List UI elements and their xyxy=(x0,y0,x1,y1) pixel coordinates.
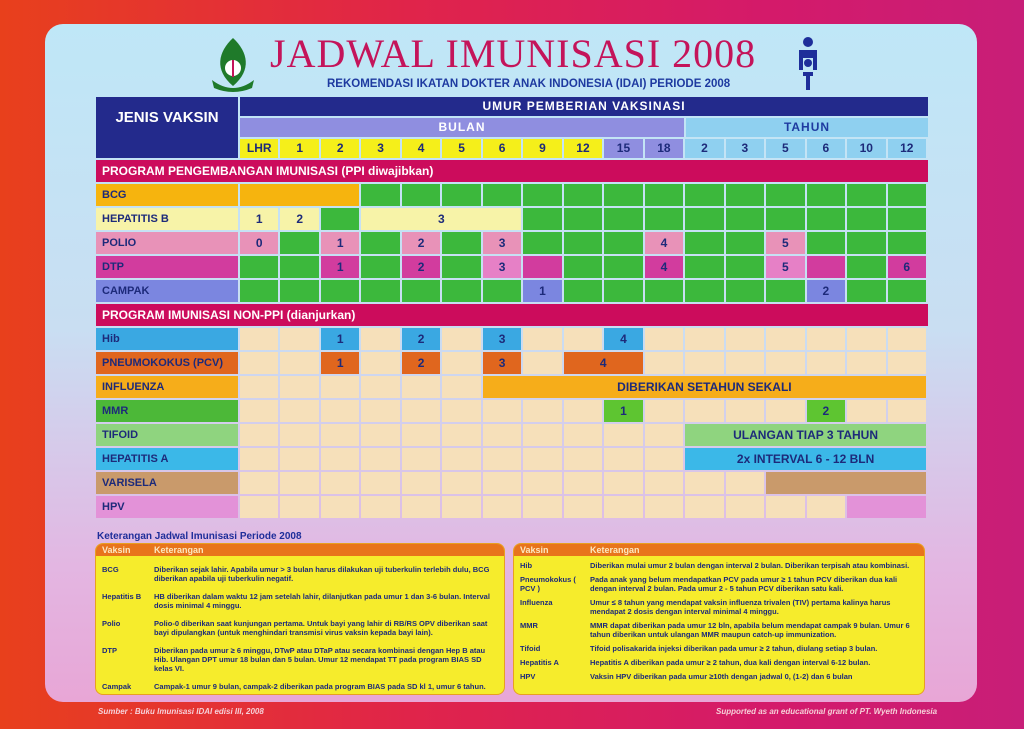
schedule-cell xyxy=(726,280,764,302)
schedule-cell xyxy=(442,280,480,302)
umur-header: UMUR PEMBERIAN VAKSINASI xyxy=(240,97,928,116)
schedule-cell: 2 xyxy=(402,328,440,350)
schedule-cell xyxy=(564,208,602,230)
schedule-cell xyxy=(564,448,602,470)
schedule-cell xyxy=(604,448,642,470)
vaccine-label: VARISELA xyxy=(96,472,238,494)
schedule-cell xyxy=(483,472,521,494)
age-header-cell: 15 xyxy=(604,139,642,158)
vaccine-label: INFLUENZA xyxy=(96,376,238,398)
vaccine-label: POLIO xyxy=(96,232,238,254)
age-header-cell: 12 xyxy=(888,139,926,158)
notes-vaksin: Hepatitis A xyxy=(520,658,559,667)
schedule-cell xyxy=(442,376,480,398)
vaccine-label: CAMPAK xyxy=(96,280,238,302)
schedule-cell xyxy=(726,400,764,422)
schedule-cell: 5 xyxy=(766,256,804,278)
schedule-cell xyxy=(523,496,561,518)
schedule-cell: 1 xyxy=(321,328,359,350)
notes-keterangan: Vaksin HPV diberikan pada umur ≥10th dengan jadwal 0, (1-2) dan 6 bulan xyxy=(590,672,853,681)
schedule-cell xyxy=(483,280,521,302)
schedule-cell xyxy=(361,496,399,518)
schedule-cell xyxy=(523,184,561,206)
schedule-cell xyxy=(523,208,561,230)
schedule-cell xyxy=(888,352,926,374)
schedule-cell xyxy=(766,472,926,494)
notes-vaksin: DTP xyxy=(102,646,117,655)
schedule-cell xyxy=(361,280,399,302)
schedule-cell xyxy=(604,208,642,230)
schedule-cell xyxy=(645,328,683,350)
schedule-cell xyxy=(807,496,845,518)
age-header-cell: 9 xyxy=(523,139,561,158)
schedule-cell xyxy=(726,328,764,350)
schedule-cell xyxy=(726,256,764,278)
schedule-cell xyxy=(726,208,764,230)
schedule-cell xyxy=(321,400,359,422)
vaccine-label: BCG xyxy=(96,184,238,206)
schedule-cell xyxy=(361,472,399,494)
age-header-cell: 2 xyxy=(321,139,359,158)
schedule-cell: DIBERIKAN SETAHUN SEKALI xyxy=(483,376,926,398)
schedule-cell xyxy=(361,424,399,446)
notes-row xyxy=(96,565,504,583)
schedule-cell xyxy=(240,256,278,278)
schedule-cell: 3 xyxy=(483,232,521,254)
schedule-cell: 1 xyxy=(523,280,561,302)
schedule-cell: 3 xyxy=(361,208,521,230)
age-header-cell: 5 xyxy=(442,139,480,158)
schedule-cell xyxy=(685,328,723,350)
schedule-cell xyxy=(766,352,804,374)
schedule-cell xyxy=(240,472,278,494)
vaccine-label: HEPATITIS B xyxy=(96,208,238,230)
schedule-cell xyxy=(240,376,278,398)
schedule-cell xyxy=(564,280,602,302)
notes-vaksin: Polio xyxy=(102,619,121,628)
schedule-cell xyxy=(604,424,642,446)
schedule-cell: 2 xyxy=(280,208,318,230)
schedule-cell: 4 xyxy=(564,352,643,374)
source-note: Sumber : Buku Imunisasi IDAI edisi III, 2008 xyxy=(98,707,264,716)
sponsor-note: Supported as an educational grant of PT. Wyeth Indonesia xyxy=(716,707,938,716)
schedule-cell xyxy=(483,184,521,206)
notes-row xyxy=(514,644,924,653)
notes-box-right xyxy=(513,543,925,695)
notes-header-row xyxy=(514,544,924,556)
schedule-cell xyxy=(361,448,399,470)
schedule-cell xyxy=(240,496,278,518)
parent-child-icon xyxy=(793,36,823,94)
notes-vaksin: Hib xyxy=(520,561,533,570)
schedule-cell xyxy=(645,352,683,374)
schedule-cell: 5 xyxy=(766,232,804,254)
schedule-cell: 1 xyxy=(321,256,359,278)
schedule-cell xyxy=(645,448,683,470)
section-header: PROGRAM PENGEMBANGAN IMUNISASI (PPI diwajibkan) xyxy=(96,160,928,182)
schedule-cell xyxy=(604,256,642,278)
schedule-cell xyxy=(402,184,440,206)
schedule-cell xyxy=(402,496,440,518)
schedule-cell xyxy=(321,424,359,446)
notes-row xyxy=(514,575,924,593)
schedule-cell xyxy=(402,376,440,398)
vaccine-label: TIFOID xyxy=(96,424,238,446)
schedule-cell xyxy=(280,400,318,422)
schedule-cell xyxy=(442,472,480,494)
schedule-cell xyxy=(685,208,723,230)
schedule-cell xyxy=(685,184,723,206)
schedule-cell: 2 xyxy=(807,280,845,302)
schedule-cell: ULANGAN TIAP 3 TAHUN xyxy=(685,424,926,446)
schedule-cell xyxy=(402,280,440,302)
schedule-cell xyxy=(442,424,480,446)
schedule-cell xyxy=(523,256,561,278)
notes-keterangan: Umur ≤ 8 tahun yang mendapat vaksin influenza trivalen (TIV) pertama kalinya harus mendapat 2 dosis dengan interval minimal 4 minggu. xyxy=(590,598,891,616)
schedule-cell xyxy=(240,184,359,206)
schedule-cell xyxy=(564,328,602,350)
schedule-cell: 1 xyxy=(240,208,278,230)
schedule-cell xyxy=(361,256,399,278)
schedule-cell xyxy=(402,424,440,446)
schedule-cell xyxy=(685,232,723,254)
vaccine-label: DTP xyxy=(96,256,238,278)
vaccine-label: HPV xyxy=(96,496,238,518)
schedule-cell xyxy=(685,472,723,494)
schedule-cell xyxy=(280,424,318,446)
schedule-cell xyxy=(442,256,480,278)
schedule-cell: 4 xyxy=(645,256,683,278)
schedule-cell xyxy=(888,232,926,254)
schedule-cell xyxy=(847,400,885,422)
notes-keterangan: Tifoid polisakarida injeksi diberikan pada umur ≥ 2 tahun, diulang setiap 3 bulan. xyxy=(590,644,878,653)
schedule-cell xyxy=(564,184,602,206)
schedule-cell xyxy=(645,472,683,494)
schedule-cell xyxy=(604,280,642,302)
schedule-cell: 2x INTERVAL 6 - 12 BLN xyxy=(685,448,926,470)
notes-row xyxy=(96,619,504,637)
schedule-cell xyxy=(361,328,399,350)
schedule-cell xyxy=(523,232,561,254)
notes-row xyxy=(514,561,924,570)
schedule-cell xyxy=(807,232,845,254)
schedule-cell: 3 xyxy=(483,328,521,350)
schedule-cell xyxy=(442,328,480,350)
schedule-cell xyxy=(361,400,399,422)
schedule-cell xyxy=(847,496,926,518)
page-title: JADWAL IMUNISASI 2008 xyxy=(270,31,757,76)
schedule-cell xyxy=(847,184,885,206)
schedule-cell xyxy=(280,280,318,302)
schedule-cell xyxy=(685,280,723,302)
schedule-cell xyxy=(766,280,804,302)
notes-col-keterangan: Keterangan xyxy=(590,545,640,555)
schedule-cell xyxy=(523,472,561,494)
schedule-cell xyxy=(604,184,642,206)
schedule-cell: 6 xyxy=(888,256,926,278)
notes-keterangan: Campak-1 umur 9 bulan, campak-2 diberikan pada program BIAS pada SD kl 1, umur 6 tahun. xyxy=(154,682,486,691)
vaccine-label: HEPATITIS A xyxy=(96,448,238,470)
notes-keterangan: MMR dapat diberikan pada umur 12 bln, apabila belum mendapat campak 9 bulan. Umur 6 tahun diberikan untuk ulangan MMR maupun catch-up immunization. xyxy=(590,621,910,639)
notes-keterangan: Hepatitis A diberikan pada umur ≥ 2 tahun, dua kali dengan interval 6-12 bulan. xyxy=(590,658,871,667)
notes-col-keterangan: Keterangan xyxy=(154,545,204,555)
vaccine-label: MMR xyxy=(96,400,238,422)
schedule-cell xyxy=(807,328,845,350)
schedule-cell xyxy=(280,256,318,278)
notes-row xyxy=(514,672,924,681)
schedule-cell xyxy=(645,496,683,518)
schedule-cell xyxy=(766,496,804,518)
schedule-cell xyxy=(442,352,480,374)
schedule-cell xyxy=(645,400,683,422)
notes-vaksin: Hepatitis B xyxy=(102,592,142,601)
schedule-cell xyxy=(280,496,318,518)
schedule-cell xyxy=(888,400,926,422)
notes-row xyxy=(96,682,504,691)
schedule-cell xyxy=(280,352,318,374)
age-header-cell: 5 xyxy=(766,139,804,158)
schedule-cell xyxy=(807,184,845,206)
schedule-cell xyxy=(564,424,602,446)
bulan-header: BULAN xyxy=(240,118,684,137)
schedule-cell xyxy=(888,280,926,302)
notes-keterangan: Polio-0 diberikan saat kunjungan pertama. Untuk bayi yang lahir di RB/RS OPV diberikan saat bayi dipulangkan (untuk menghindari transmisi virus vaksin kepada bayi lain). xyxy=(154,619,488,637)
schedule-cell xyxy=(888,184,926,206)
notes-row xyxy=(514,598,924,616)
age-header-cell: 10 xyxy=(847,139,885,158)
schedule-cell xyxy=(402,448,440,470)
schedule-cell xyxy=(240,352,278,374)
schedule-cell xyxy=(240,280,278,302)
notes-row xyxy=(96,592,504,610)
schedule-cell xyxy=(888,208,926,230)
schedule-cell xyxy=(847,256,885,278)
age-header-cell: 12 xyxy=(564,139,602,158)
schedule-cell xyxy=(442,448,480,470)
schedule-cell xyxy=(240,328,278,350)
schedule-cell xyxy=(807,256,845,278)
vaccine-label: Hib xyxy=(96,328,238,350)
schedule-cell xyxy=(361,184,399,206)
schedule-cell xyxy=(847,208,885,230)
page-subtitle: REKOMENDASI IKATAN DOKTER ANAK INDONESIA (IDAI) PERIODE 2008 xyxy=(327,78,731,90)
schedule-cell xyxy=(442,496,480,518)
schedule-cell xyxy=(766,400,804,422)
age-header-cell: 6 xyxy=(483,139,521,158)
schedule-cell xyxy=(280,376,318,398)
age-header-cell: 4 xyxy=(402,139,440,158)
schedule-cell xyxy=(564,256,602,278)
schedule-cell xyxy=(280,328,318,350)
notes-box-left xyxy=(95,543,505,695)
schedule-cell xyxy=(523,424,561,446)
notes-keterangan: Diberikan mulai umur 2 bulan dengan interval 2 bulan. Diberikan terpisah atau kombinasi. xyxy=(590,561,910,570)
schedule-cell xyxy=(483,448,521,470)
schedule-cell xyxy=(280,472,318,494)
schedule-cell xyxy=(483,400,521,422)
notes-vaksin: BCG xyxy=(102,565,119,574)
notes-keterangan: Pada anak yang belum mendapatkan PCV pada umur ≥ 1 tahun PCV diberikan dua kali dengan interval 2 bulan. Pada umur 2 - 5 tahun PCV diberikan satu kali. xyxy=(590,575,898,593)
schedule-cell: 4 xyxy=(604,328,642,350)
idai-logo-icon xyxy=(208,36,258,94)
schedule-cell xyxy=(240,448,278,470)
schedule-cell xyxy=(321,496,359,518)
notes-row xyxy=(514,658,924,667)
age-header-cell: 6 xyxy=(807,139,845,158)
schedule-cell: 1 xyxy=(321,352,359,374)
schedule-cell xyxy=(685,400,723,422)
jenis-vaksin-header: JENIS VAKSIN xyxy=(96,97,238,158)
schedule-cell xyxy=(523,400,561,422)
schedule-cell: 3 xyxy=(483,256,521,278)
schedule-cell xyxy=(523,448,561,470)
schedule-cell xyxy=(321,208,359,230)
schedule-cell xyxy=(847,280,885,302)
schedule-cell xyxy=(442,184,480,206)
schedule-cell xyxy=(604,472,642,494)
schedule-cell xyxy=(361,232,399,254)
notes-vaksin: Campak xyxy=(102,682,132,691)
age-header-cell: 3 xyxy=(361,139,399,158)
age-header-cell: 3 xyxy=(726,139,764,158)
notes-keterangan: Diberikan sejak lahir. Apabila umur > 3 bulan harus dilakukan uji tuberkulin terlebih dulu, BCG diberikan apabila uji tuberkulin negatif. xyxy=(154,565,490,583)
schedule-cell: 0 xyxy=(240,232,278,254)
notes-vaksin: Pneumokokus ( PCV ) xyxy=(520,575,576,593)
notes-header-row xyxy=(96,544,504,556)
schedule-cell xyxy=(807,352,845,374)
schedule-cell: 2 xyxy=(402,352,440,374)
schedule-cell xyxy=(645,184,683,206)
schedule-cell xyxy=(321,448,359,470)
tahun-header: TAHUN xyxy=(686,118,928,137)
notes-vaksin: MMR xyxy=(520,621,538,630)
schedule-cell: 2 xyxy=(807,400,845,422)
age-header-cell: 18 xyxy=(645,139,683,158)
schedule-cell xyxy=(564,400,602,422)
schedule-cell xyxy=(442,232,480,254)
schedule-cell xyxy=(483,496,521,518)
schedule-cell xyxy=(402,472,440,494)
age-header-cell: 1 xyxy=(280,139,318,158)
notes-row xyxy=(514,621,924,639)
schedule-cell xyxy=(321,376,359,398)
notes-title: Keterangan Jadwal Imunisasi Periode 2008 xyxy=(97,531,302,542)
section-header: PROGRAM IMUNISASI NON-PPI (dianjurkan) xyxy=(96,304,928,326)
schedule-cell xyxy=(645,424,683,446)
schedule-cell xyxy=(280,448,318,470)
schedule-cell: 2 xyxy=(402,256,440,278)
schedule-cell xyxy=(240,424,278,446)
schedule-cell xyxy=(726,352,764,374)
schedule-cell xyxy=(645,208,683,230)
notes-vaksin: HPV xyxy=(520,672,536,681)
schedule-cell: 1 xyxy=(321,232,359,254)
schedule-cell xyxy=(888,328,926,350)
schedule-cell: 4 xyxy=(645,232,683,254)
notes-col-vaksin: Vaksin xyxy=(102,545,131,555)
schedule-cell xyxy=(361,352,399,374)
schedule-cell: 3 xyxy=(483,352,521,374)
schedule-cell xyxy=(402,400,440,422)
schedule-cell xyxy=(321,280,359,302)
notes-keterangan: Diberikan pada umur ≥ 6 minggu, DTwP atau DTaP atau secara kombinasi dengan Hep B atau Hib. Ulangan DPT umur 18 bulan dan 5 bulan. Umur 12 mendapat TT pada program BIAS SD kelas VI. xyxy=(154,646,486,673)
schedule-cell xyxy=(685,256,723,278)
vaccine-label: PNEUMOKOKUS (PCV) xyxy=(96,352,238,374)
schedule-cell xyxy=(685,352,723,374)
schedule-cell xyxy=(564,496,602,518)
schedule-cell xyxy=(321,472,359,494)
schedule-cell xyxy=(604,496,642,518)
schedule-cell xyxy=(361,376,399,398)
schedule-cell xyxy=(766,184,804,206)
schedule-cell: 1 xyxy=(604,400,642,422)
schedule-cell xyxy=(564,232,602,254)
schedule-cell xyxy=(645,280,683,302)
schedule-cell xyxy=(240,400,278,422)
notes-row xyxy=(96,646,504,673)
schedule-cell xyxy=(726,472,764,494)
schedule-cell xyxy=(483,424,521,446)
schedule-cell xyxy=(847,232,885,254)
schedule-cell xyxy=(766,328,804,350)
schedule-cell xyxy=(847,328,885,350)
schedule-cell xyxy=(766,208,804,230)
schedule-cell xyxy=(442,400,480,422)
schedule-cell xyxy=(523,328,561,350)
schedule-cell xyxy=(807,208,845,230)
notes-keterangan: HB diberikan dalam waktu 12 jam setelah lahir, dilanjutkan pada umur 1 dan 3-6 bulan. Interval dosis minimal 4 minggu. xyxy=(154,592,490,610)
age-header-cell: 2 xyxy=(685,139,723,158)
notes-vaksin: Influenza xyxy=(520,598,553,607)
notes-col-vaksin: Vaksin xyxy=(520,545,549,555)
schedule-cell: 2 xyxy=(402,232,440,254)
notes-vaksin: Tifoid xyxy=(520,644,541,653)
schedule-cell xyxy=(564,472,602,494)
age-header-cell: LHR xyxy=(240,139,278,158)
schedule-cell xyxy=(726,496,764,518)
schedule-cell xyxy=(726,232,764,254)
schedule-cell xyxy=(280,232,318,254)
schedule-cell xyxy=(523,352,561,374)
schedule-cell xyxy=(685,496,723,518)
schedule-cell xyxy=(726,184,764,206)
schedule-cell xyxy=(847,352,885,374)
schedule-cell xyxy=(604,232,642,254)
